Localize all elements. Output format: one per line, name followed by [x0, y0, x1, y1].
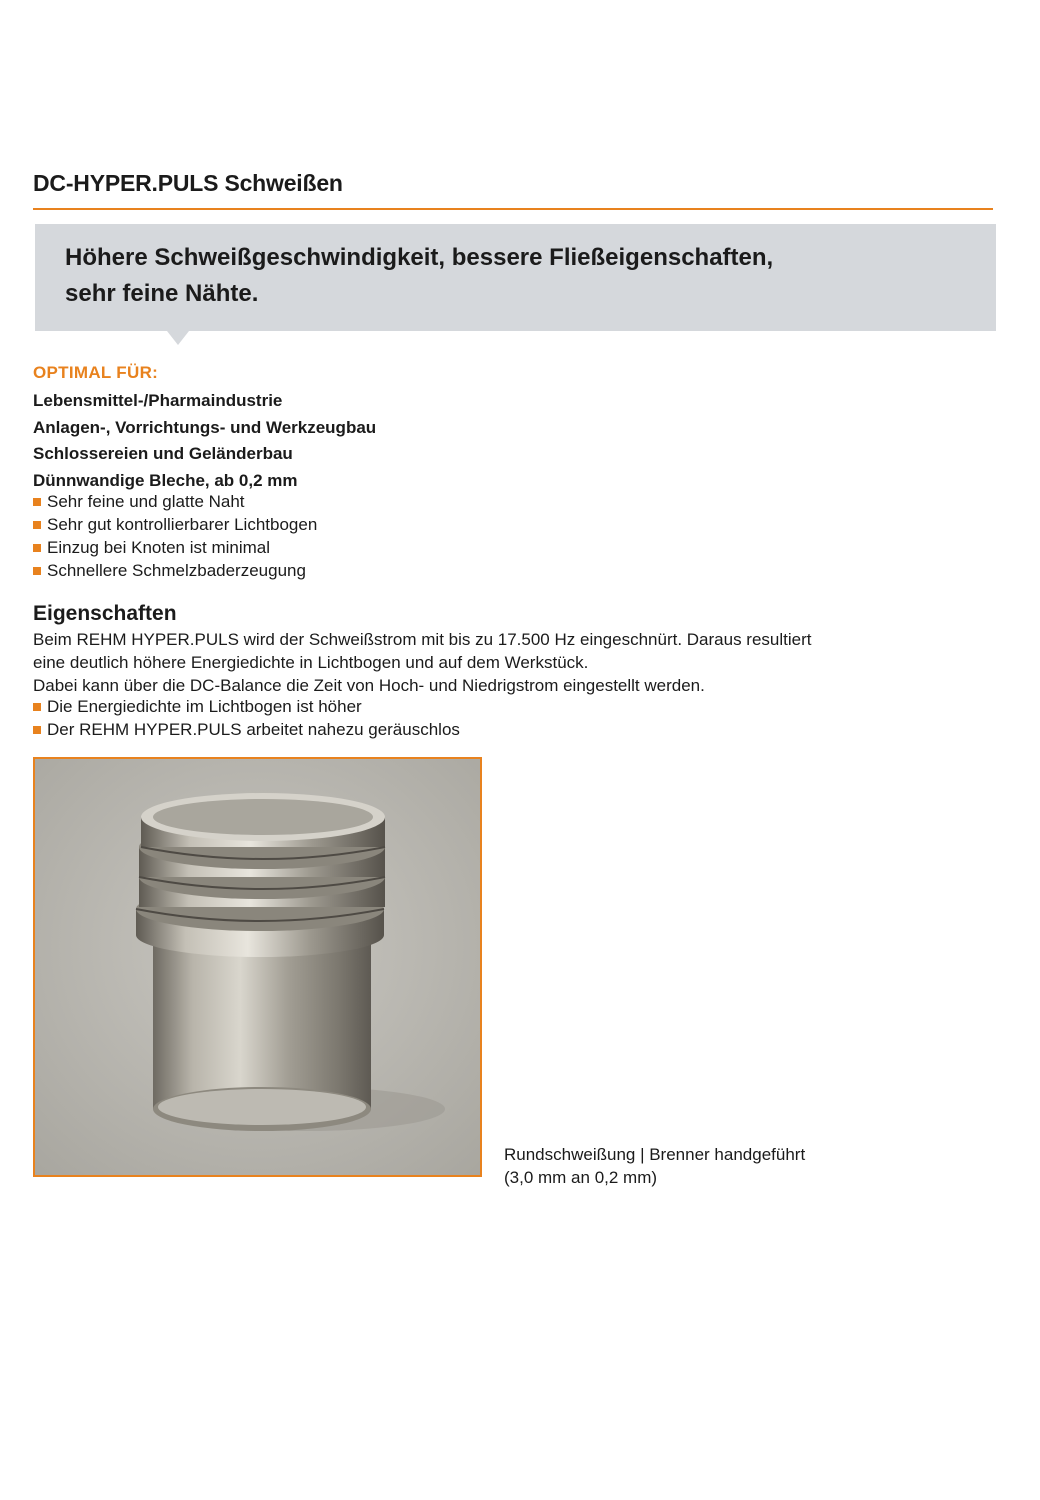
benefit-item — [33, 513, 317, 536]
benefit-text: Einzug bei Knoten ist minimal — [47, 538, 271, 557]
benefit-item — [33, 490, 317, 513]
application-list — [33, 388, 376, 494]
eigenschaften-paragraph — [33, 628, 933, 697]
property-text: Die Energiedichte im Lichtbogen ist höher — [47, 697, 362, 716]
benefit-text: Schnellere Schmelzbaderzeugung — [47, 561, 306, 580]
orange-square-bullet-icon — [33, 521, 41, 529]
paragraph-line: Dabei kann über die DC-Balance die Zeit von Hoch- und Niedrigstrom eingestellt werden. — [33, 676, 705, 695]
section-heading-eigenschaften: Eigenschaften — [33, 602, 177, 625]
banner-pointer-arrow — [167, 331, 189, 345]
banner-headline — [65, 240, 965, 312]
banner-line-2: sehr feine Nähte. — [65, 280, 259, 307]
welded-pipe-illustration — [35, 759, 480, 1175]
orange-square-bullet-icon — [33, 703, 41, 711]
benefit-item — [33, 536, 317, 559]
weld-sample-photo — [33, 757, 482, 1177]
headline-banner — [35, 224, 996, 331]
title-divider — [33, 208, 993, 210]
benefit-text: Sehr gut kontrollierbarer Lichtbogen — [47, 515, 318, 534]
caption-line-1: Rundschweißung | Brenner handgeführt — [504, 1145, 806, 1164]
orange-square-bullet-icon — [33, 567, 41, 575]
paragraph-line: Beim REHM HYPER.PULS wird der Schweißstrom mit bis zu 17.500 Hz eingeschnürt. Daraus resultiert — [33, 630, 812, 649]
benefit-item — [33, 559, 317, 582]
orange-square-bullet-icon — [33, 498, 41, 506]
figure-caption — [504, 1143, 805, 1189]
application-item: Anlagen-, Vorrichtungs- und Werkzeugbau — [33, 417, 377, 437]
orange-square-bullet-icon — [33, 544, 41, 552]
optimal-heading: OPTIMAL FÜR: — [33, 363, 159, 382]
orange-square-bullet-icon — [33, 726, 41, 734]
application-item: Lebensmittel-/Pharmaindustrie — [33, 391, 283, 410]
caption-line-2: (3,0 mm an 0,2 mm) — [504, 1168, 658, 1187]
application-item: Dünnwandige Bleche, ab 0,2 mm — [33, 470, 298, 490]
benefit-list — [33, 490, 317, 582]
property-text: Der REHM HYPER.PULS arbeitet nahezu geräuschlos — [47, 720, 460, 739]
application-item: Schlossereien und Geländerbau — [33, 444, 293, 463]
page-title: DC-HYPER.PULS Schweißen — [33, 170, 343, 196]
banner-line-1: Höhere Schweißgeschwindigkeit, bessere Fließeigenschaften, — [65, 244, 774, 271]
property-item — [33, 718, 460, 741]
property-list — [33, 695, 460, 741]
benefit-text: Sehr feine und glatte Naht — [47, 492, 245, 511]
paragraph-line: eine deutlich höhere Energiedichte in Lichtbogen und auf dem Werkstück. — [33, 653, 589, 672]
property-item — [33, 695, 460, 718]
